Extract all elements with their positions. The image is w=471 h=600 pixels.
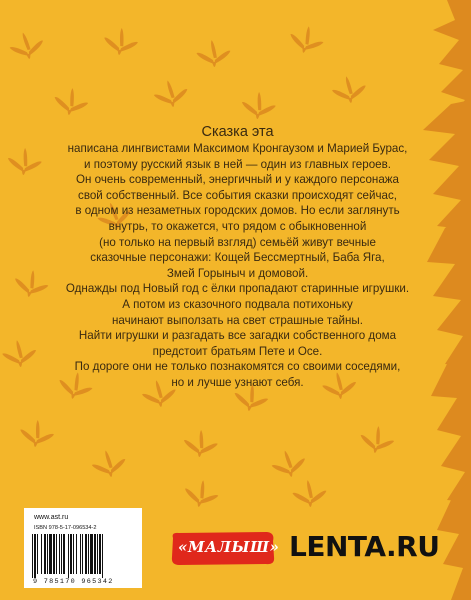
bird-track-icon xyxy=(287,22,327,56)
description-line: внутрь, то окажется, что рядом с обыкновенной xyxy=(108,219,367,233)
barcode-digits: 9 785170 965342 xyxy=(33,578,114,586)
bird-track-icon xyxy=(240,90,277,120)
bird-track-icon xyxy=(182,428,219,458)
isbn-label: ISBN 978-5-17-096534-2 xyxy=(34,525,97,531)
barcode-icon xyxy=(32,534,134,578)
bird-track-icon xyxy=(18,418,55,449)
description-line: свой собственный. Все события сказки происходят сейчас, xyxy=(78,188,397,202)
description-block xyxy=(40,124,435,391)
description-line: написана лингвистами Максимом Кронгаузом и Марией Бурас, xyxy=(67,142,408,155)
bird-track-icon xyxy=(52,85,90,117)
description-line: По дороге они не только познакомятся со своими соседями, xyxy=(74,360,401,374)
description-line: сказочные персонажи: Кощей Бессмертный, Баба Яга, xyxy=(90,251,385,265)
description-line: Змей Горыныч и домовой. xyxy=(166,266,309,280)
description-line: но и лучше узнают себя. xyxy=(171,375,304,389)
bird-track-icon xyxy=(7,29,46,62)
bird-track-icon xyxy=(269,447,308,480)
bird-track-icon xyxy=(90,447,128,479)
description-line: в одном из незаметных городских домов. Но если заглянуть xyxy=(75,204,400,218)
bird-track-icon xyxy=(152,77,190,109)
description-line: предстоит братьям Пете и Осе. xyxy=(152,344,323,358)
barcode-panel xyxy=(24,508,142,588)
description-line: А потом из сказочного подвала потихоньку xyxy=(122,297,353,311)
description-line: начинают выползать на свет страшные тайны. xyxy=(111,313,363,327)
lenta-logo: LENTA.RU xyxy=(289,530,440,563)
bird-track-icon xyxy=(182,477,221,510)
description-line: Он очень современный, энергичный и у каждого персонажа xyxy=(76,173,399,187)
bird-track-icon xyxy=(292,479,328,508)
description-line: (но только на первый взгляд) семьёй живут вечные xyxy=(99,235,376,249)
bird-track-icon xyxy=(1,338,38,368)
description-line: Найти игрушки и разгадать все загадки собственного дома xyxy=(78,329,397,343)
malysh-logo-text: «МАЛЫШ» xyxy=(178,538,280,556)
description-title: Сказка эта xyxy=(201,124,274,140)
description-line: Однажды под Новый год с ёлки пропадают старинные игрушки. xyxy=(65,282,410,296)
bird-track-icon xyxy=(196,39,232,68)
bird-track-icon xyxy=(102,26,139,57)
bird-track-icon xyxy=(6,146,43,176)
publisher-url: www.ast.ru xyxy=(34,514,69,521)
description-line: и поэтому русский язык в ней — один из главных героев. xyxy=(84,157,391,171)
